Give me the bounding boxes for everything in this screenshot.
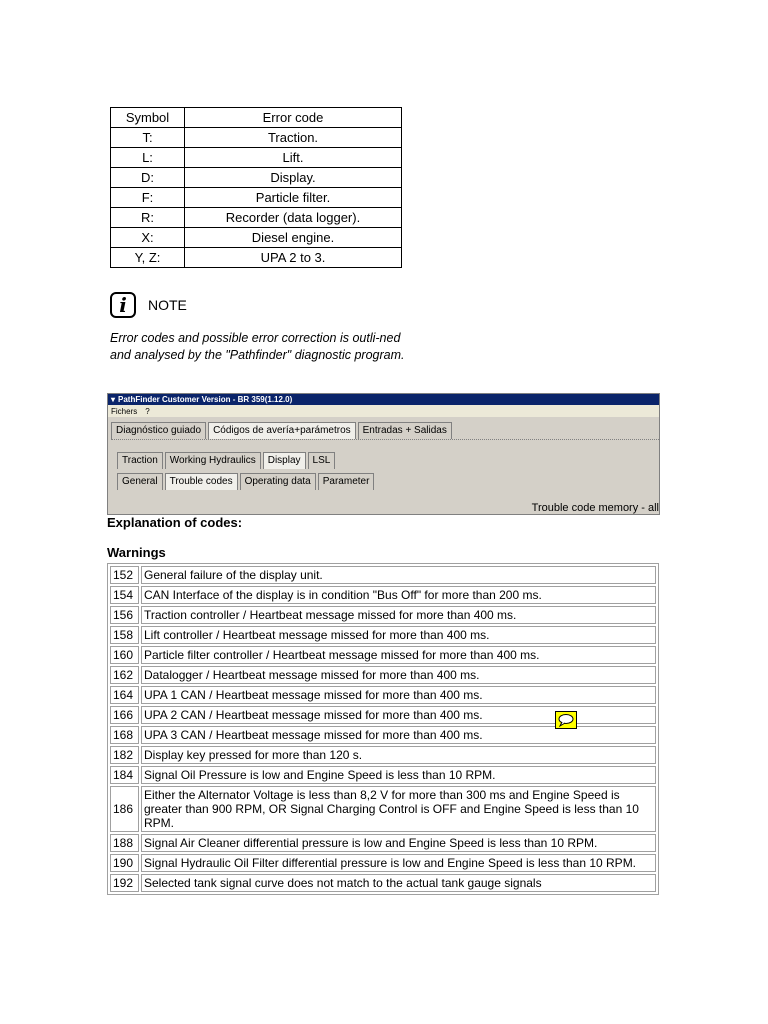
window-menu-icon[interactable]: ▾ (111, 395, 116, 404)
symbol-row (111, 188, 402, 208)
warning-description: Display key pressed for more than 120 s. (141, 746, 656, 764)
table-row (110, 686, 656, 704)
warning-description: Signal Air Cleaner differential pressure is low and Engine Speed is less than 10 RPM. (141, 834, 656, 852)
symbol-row (111, 228, 402, 248)
warning-description: UPA 1 CAN / Heartbeat message missed for more than 400 ms. (141, 686, 656, 704)
tab-trouble-codes[interactable]: Trouble codes (165, 473, 238, 490)
symbol-row (111, 148, 402, 168)
warning-code: 166 (110, 706, 139, 724)
info-icon: i (110, 292, 136, 318)
warning-code: 188 (110, 834, 139, 852)
warning-description: Signal Oil Pressure is low and Engine Speed is less than 10 RPM. (141, 766, 656, 784)
pathfinder-window (107, 393, 660, 515)
pathfinder-panel (111, 439, 659, 514)
tab-lsl[interactable]: LSL (308, 452, 336, 469)
note-text: Error codes and possible error correction is outli-ned and analysed by the "Pathfinder" diagnostic program. (110, 331, 405, 362)
warning-code: 186 (110, 786, 139, 832)
warning-description: Traction controller / Heartbeat message missed for more than 400 ms. (141, 606, 656, 624)
pathfinder-titlebar (108, 394, 659, 405)
warning-code: 192 (110, 874, 139, 892)
symbol-cell: T: (111, 128, 185, 148)
warning-code: 162 (110, 666, 139, 684)
tab-traction[interactable]: Traction (117, 452, 163, 469)
error-code-cell: UPA 2 to 3. (185, 248, 402, 268)
table-row (110, 874, 656, 892)
warning-code: 154 (110, 586, 139, 604)
tab-display[interactable]: Display (263, 452, 306, 469)
warning-description: Selected tank signal curve does not match to the actual tank gauge signals (141, 874, 656, 892)
header-error-code: Error code (185, 108, 402, 128)
note-title: NOTE (148, 297, 187, 313)
warning-code: 168 (110, 726, 139, 744)
warning-description: Signal Hydraulic Oil Filter differential pressure is low and Engine Speed is less than 10 RPM. (141, 854, 656, 872)
table-row (110, 566, 656, 584)
symbol-row (111, 128, 402, 148)
menu-bar (108, 405, 659, 417)
table-row (110, 646, 656, 664)
symbol-table-header (111, 108, 402, 128)
warning-description: General failure of the display unit. (141, 566, 656, 584)
warning-code: 190 (110, 854, 139, 872)
warning-description: UPA 2 CAN / Heartbeat message missed for more than 400 ms. (141, 706, 656, 724)
tab-general[interactable]: General (117, 473, 163, 490)
note-block (110, 292, 410, 364)
symbol-cell: F: (111, 188, 185, 208)
table-row (110, 586, 656, 604)
tab-diagnostico-guiado[interactable]: Diagnóstico guiado (111, 422, 206, 439)
tab-parameter[interactable]: Parameter (318, 473, 375, 490)
symbol-cell: Y, Z: (111, 248, 185, 268)
main-tabs (111, 422, 454, 439)
tab-working-hydraulics[interactable]: Working Hydraulics (165, 452, 261, 469)
warning-code: 156 (110, 606, 139, 624)
component-tabs (117, 452, 337, 469)
tab-codigos-averia[interactable]: Códigos de avería+parámetros (208, 422, 356, 439)
table-row (110, 854, 656, 872)
warnings-table (107, 563, 659, 895)
symbol-cell: L: (111, 148, 185, 168)
warning-code: 164 (110, 686, 139, 704)
table-row (110, 786, 656, 832)
warning-code: 160 (110, 646, 139, 664)
detail-tabs (117, 473, 376, 490)
warning-code: 184 (110, 766, 139, 784)
window-title: PathFinder Customer Version - BR 359(1.12.0) (118, 395, 293, 404)
warning-description: UPA 3 CAN / Heartbeat message missed for more than 400 ms. (141, 726, 656, 744)
warning-description: Datalogger / Heartbeat message missed for more than 400 ms. (141, 666, 656, 684)
warning-code: 158 (110, 626, 139, 644)
tab-operating-data[interactable]: Operating data (240, 473, 316, 490)
comment-icon[interactable] (555, 711, 577, 729)
tab-entradas-salidas[interactable]: Entradas + Salidas (358, 422, 452, 439)
header-symbol: Symbol (111, 108, 185, 128)
trouble-code-memory-label: Trouble code memory - all (531, 502, 659, 514)
menu-fichers[interactable]: Fichers (111, 406, 138, 416)
table-row (110, 834, 656, 852)
warning-description: Either the Alternator Voltage is less than 8,2 V for more than 300 ms and Engine Speed is greater than 900 RPM, OR Signal Charging Control is OFF and Engine Speed is less than 10 RPM. (141, 786, 656, 832)
warning-description: CAN Interface of the display is in condition "Bus Off" for more than 200 ms. (141, 586, 656, 604)
error-code-cell: Particle filter. (185, 188, 402, 208)
symbol-table (110, 107, 402, 268)
symbol-row (111, 248, 402, 268)
explanation-heading: Explanation of codes: (107, 515, 243, 530)
symbol-row (111, 168, 402, 188)
symbol-row (111, 208, 402, 228)
menu-help[interactable]: ? (145, 406, 150, 416)
warning-description: Lift controller / Heartbeat message missed for more than 400 ms. (141, 626, 656, 644)
table-row (110, 766, 656, 784)
warning-description: Particle filter controller / Heartbeat message missed for more than 400 ms. (141, 646, 656, 664)
error-code-cell: Diesel engine. (185, 228, 402, 248)
symbol-cell: R: (111, 208, 185, 228)
error-code-cell: Display. (185, 168, 402, 188)
table-row (110, 746, 656, 764)
table-row (110, 626, 656, 644)
table-row (110, 666, 656, 684)
symbol-cell: D: (111, 168, 185, 188)
warning-code: 152 (110, 566, 139, 584)
error-code-cell: Recorder (data logger). (185, 208, 402, 228)
error-code-cell: Traction. (185, 128, 402, 148)
table-row (110, 606, 656, 624)
warning-code: 182 (110, 746, 139, 764)
symbol-cell: X: (111, 228, 185, 248)
error-code-cell: Lift. (185, 148, 402, 168)
warnings-heading: Warnings (107, 545, 166, 560)
